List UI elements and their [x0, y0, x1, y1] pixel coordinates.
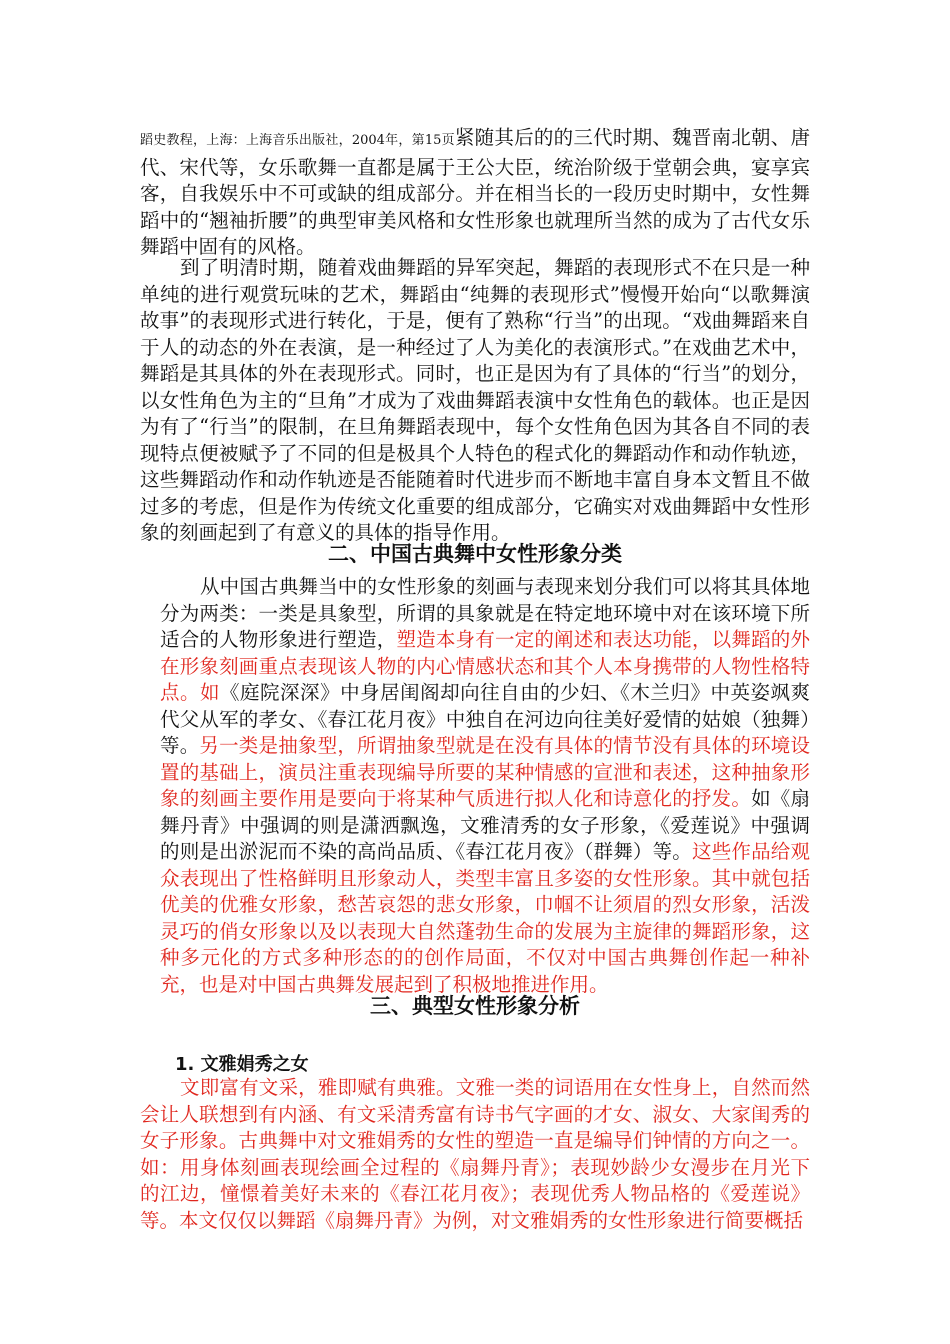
footnote-citation: 蹈史教程，上海：上海音乐出版社，2004年，第15页	[140, 133, 455, 148]
highlighted-text: 这些作品给观众表现出了性格鲜明且形象动人，类型丰富且多姿的女性形象。其中就包括优美的优雅女形象，愁苦哀怨的悲女形象，巾帼不让须眉的烈女形象，活泼灵巧的俏女形象以及以表现大自然蓬勃生命的发展为主旋律的舞蹈形象，这种多元化的方式多种形态的的创作局面，不仅对中国古典舞创作起一种补充，也是对中国古典舞发展起到了积极地推进作用。	[160, 840, 810, 996]
paragraph-text: 紧随其后的的三代时期、魏晋南北朝、唐代、宋代等，女乐歌舞一直都是属于王公大臣，统治阶级于堂朝会典，宴享宾客，自我娱乐中不可或缺的组成部分。并在相当长的一段历史时期中，女性舞蹈中的“翘袖折腰”的典型审美风格和女性形象也就理所当然的成为了古代女乐舞蹈中固有的风格。	[140, 126, 810, 258]
section-heading-analysis: 三、典型女性形象分析	[370, 994, 580, 1018]
paragraph-ming-qing-period	[140, 255, 810, 547]
paragraph-text: 文即富有文采，雅即赋有典雅。文雅一类的词语用在女性身上，自然而然会让人联想到有内涵、有文采清秀富有诗书气字画的才女、淑女、大家闺秀的女子形象。古典舞中对文雅娟秀的女性的塑造一直是编导们钟情的方向之一。如：用身体刻画表现绘画全过程的《扇舞丹青》；表现妙龄少女漫步在月光下的江边，憧憬着美好未来的《春江花月夜》；表现优秀人物品格的《爱莲说》等。本文仅仅以舞蹈《扇舞丹青》为例，对文雅娟秀的女性形象进行简要概括	[140, 1076, 810, 1232]
paragraph-tang-song-dynasties	[140, 125, 810, 261]
paragraph-text: 如《扇舞丹青》中强调的则是潇洒飘逸，文雅清秀的女子形象，《爱莲说》中强调的则是出淤泥而不染的高尚品质、《春江花月夜》（群舞）等。	[160, 787, 810, 863]
paragraph-elegant-women	[140, 1075, 810, 1234]
highlighted-text: 另一类是抽象型，所谓抽象型就是在没有具体的情节没有具体的环境设置的基础上，演员注重表现编导所要的某种情感的宣泄和表述，这种抽象形象的刻画主要作用是要向于将某种气质进行拟人化和诗意化的抒发。	[160, 734, 810, 810]
paragraph-classification	[160, 574, 810, 998]
paragraph-text: 《庭院深深》中身居闺阁却向往自由的少妇、《木兰归》中英姿飒爽代父从军的孝女、《春江花月夜》中独自在河边向往美好爱情的姑娘（独舞）等。	[160, 681, 810, 757]
paragraph-text: 到了明清时期，随着戏曲舞蹈的异军突起，舞蹈的表现形式不在只是一种单纯的进行观赏玩味的艺术，舞蹈由“纯舞的表现形式”慢慢开始向“以歌舞演故事”的表现形式进行转化，于是，便有了熟称“行当”的出现。“戏曲舞蹈来自于人的动态的外在表演，是一种经过了人为美化的表演形式。”在戏曲艺术中，舞蹈是其具体的外在表现形式。同时，也正是因为有了具体的“行当”的划分，以女性角色为主的“旦角”才成为了戏曲舞蹈表演中女性角色的载体。也正是因为有了“行当”的限制，在旦角舞蹈表现中，每个女性角色因为其各自不同的表现特点便被赋予了不同的但是极具个人特色的程式化的舞蹈动作和动作轨迹，这些舞蹈动作和动作轨迹是否能随着时代进步而不断地丰富自身本文暂且不做过多的考虑，但是作为传统文化重要的组成部分，它确实对戏曲舞蹈中女性形象的刻画起到了有意义的具体的指导作用。	[140, 256, 810, 544]
paragraph-text: 从中国古典舞当中的女性形象的刻画与表现来划分我们可以将其具体地分为两类：一类是具象型，所谓的具象就是在特定地环境中对在该环境下所适合的人物形象进行塑造，	[160, 575, 810, 651]
section-heading-classification: 二、中国古典舞中女性形象分类	[328, 542, 622, 566]
subsection-heading: 1. 文雅娟秀之女	[175, 1054, 309, 1075]
highlighted-text: 塑造本身有一定的阐述和表达功能，以舞蹈的外在形象刻画重点表现该人物的内心情感状态和其个人本身携带的人物性格特点。如	[160, 628, 810, 704]
